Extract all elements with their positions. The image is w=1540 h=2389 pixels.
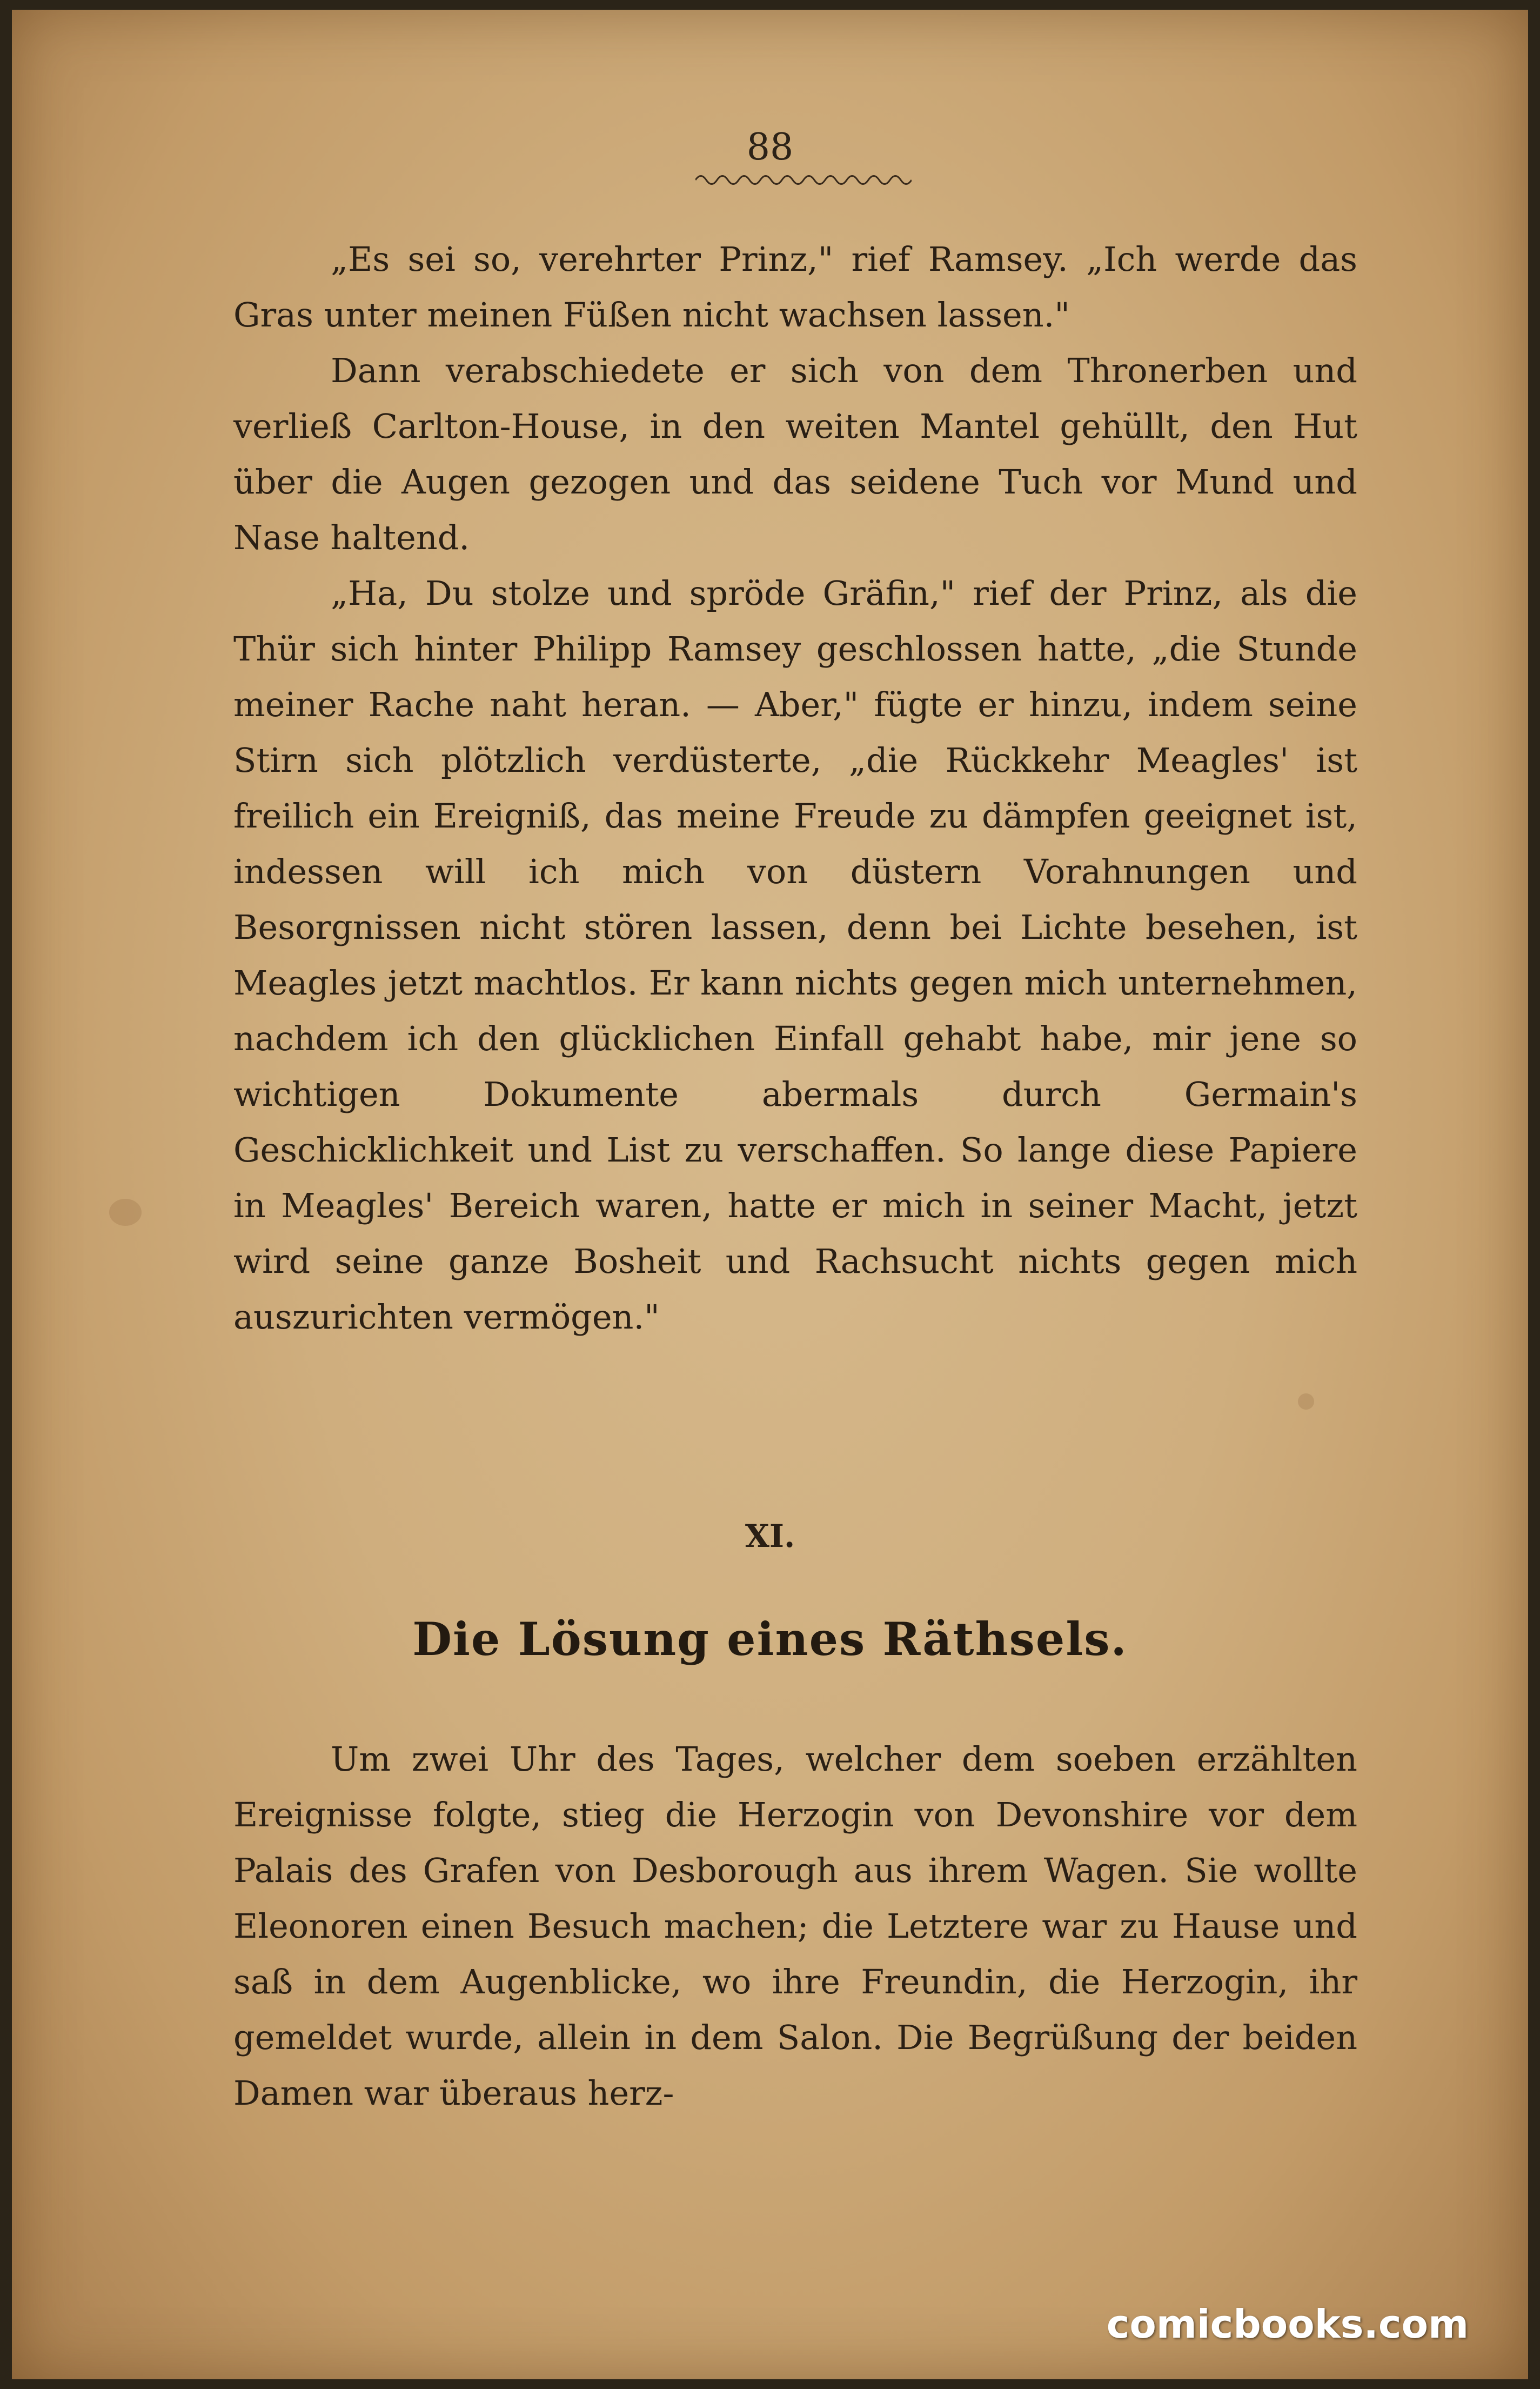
page-number: 88: [746, 126, 794, 169]
chapter-title: Die Lösung eines Räthsels.: [412, 1612, 1128, 1666]
chapter-number: XI.: [745, 1518, 795, 1554]
paragraph: Um zwei Uhr des Tages, welcher dem soeben erzählten Ereignisse folgte, stieg die Herzogin von Devonshire vor dem Palais des Grafen von Desborough aus ihrem Wagen. Sie wollte Eleonoren einen Besuch machen; die Letztere war zu Hause und saß in dem Augenblicke, wo ihre Freundin, die Herzogin, ihr gemeldet wurde, allein in dem Salon. Die Begrüßung der beiden Damen war überaus herz-: [233, 1739, 1357, 2113]
watermark: comicbooks.com: [1106, 2301, 1469, 2347]
paper-stain: [109, 1199, 142, 1226]
paragraph: Dann verabschiedete er sich von dem Thronerben und verließ Carlton-House, in den weiten Mantel gehüllt, den Hut über die Augen gezogen und das seidene Tuch vor Mund und Nase haltend.: [233, 351, 1357, 557]
paragraph: „Ha, Du stolze und spröde Gräfin," rief der Prinz, als die Thür sich hinter Philipp Ramsey geschlossen hatte, „die Stunde meiner Rache naht heran. — Aber," fügte er hinzu, indem seine Stirn sich plötzlich verdüsterte, „die Rückkehr Meagles' ist freilich ein Ereigniß, das meine Freude zu dämpfen geeignet ist, indessen will ich mich von düstern Vorahnungen und Besorgnissen nicht stören lassen, denn bei Lichte besehen, ist Meagles jetzt machtlos. Er kann nichts gegen mich unternehmen, nachdem ich den glücklichen Einfall gehabt habe, mir jene so wichtigen Dokumente abermals durch Germain's Geschicklichkeit und List zu verschaffen. So lange diese Papiere in Meagles' Bereich waren, hatte er mich in seiner Macht, jetzt wird seine ganze Bosheit und Rachsucht nichts gegen mich auszurichten vermögen.": [233, 573, 1357, 1337]
wavy-rule-ornament: [695, 172, 912, 188]
paper-stain: [1298, 1393, 1314, 1410]
body-text-bottom: [233, 1731, 1357, 2121]
book-page: [12, 10, 1528, 2379]
paragraph: „Es sei so, verehrter Prinz," rief Ramsey. „Ich werde das Gras unter meinen Füßen nicht wachsen lassen.": [233, 239, 1357, 335]
body-text-top: [233, 231, 1357, 1345]
